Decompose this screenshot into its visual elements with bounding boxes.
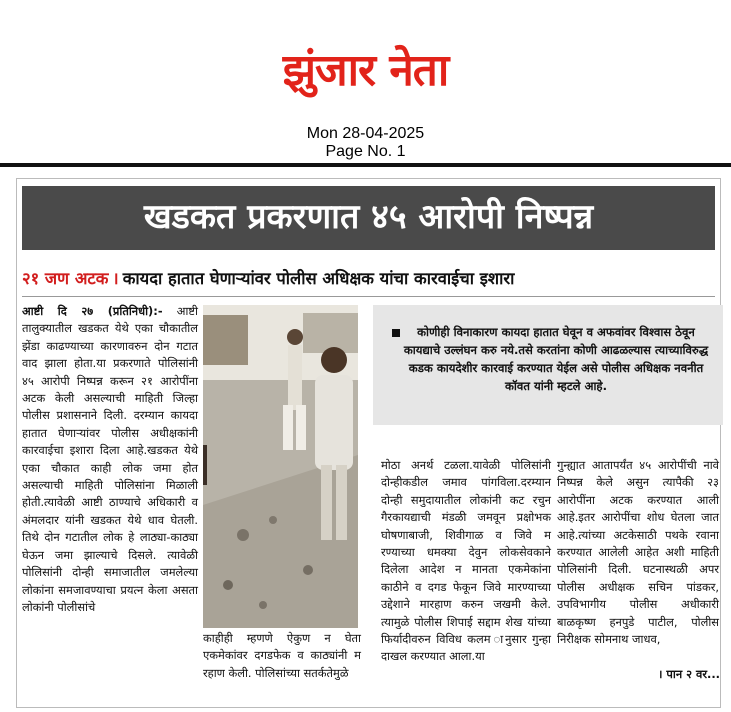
- issue-info: [0, 125, 731, 161]
- article-column-4: गुन्ह्यात आतापर्यंत ४५ आरोपींची नावे निष्पन्न केले असुन त्यापैकी २३ आरोपींना अटक करण्यात आली आहे.इतर आरोपींचा शोध घेतला जात आहे.त्यांच्या अटकेसाठी पथके रवाना करण्यात आलेली आहेत अशी माहिती पोलिसांनी दिली. घटनास्थळी अपर पोलीस अधीक्षक सचिन पांडकर, उपविभागीय पोलीस अधीकारी बाळकृष्ण हनपुडे पाटील, पोलीस निरीक्षक सोमनाथ जाधव,: [557, 458, 719, 647]
- callout-text: कोणीही विनाकारण कायदा हातात घेवून व अफवांवर विश्वास ठेवून कायद्याचे उल्लंघन करु नये.तसे करतांना कोणी आढळल्यास त्याच्याविरुद्ध कडक कायदेशीर कारवाई करण्यात येईल असे पोलीस अधिक्षक नवनीत कॉवत यांनी म्हटले आहे.: [403, 325, 709, 393]
- news-photo: [203, 305, 358, 628]
- subhead-divider: [22, 296, 715, 297]
- subhead-text: कायदा हातात घेणाऱ्यांवर पोलीस अधिक्षक यांचा कारवाईचा इशारा: [122, 269, 515, 288]
- article-headline: खडकत प्रकरणात ४५ आरोपी निष्पन्न: [143, 197, 594, 237]
- article-column-3: मोठा अनर्थ टळला.यावेळी पोलिसांनी दोन्हीकडील जमाव पांगविला.दरम्यान दोन्ही समुदायातील लोकांनी कट रचुन गैरकायद्याची मंडळी जमवून प्रक्षोभक घोषणाबाजी, शिवीगाळ व जिवे म रण्याच्या धमक्या देवुन लोकसेवकाने दिलेला आदेश न मानता एकमेकांना काठीने व दगड फेकून जिवे मारण्याच्या उद्देशाने मारहाण करुन जखमी केले. त्यामुळे पोलीस शिपाई सद्दाम शेख यांच्या फिर्यादीवरुन विविध कलम ानुसार गुन्हा दाखल करण्यात आला.या: [381, 458, 551, 664]
- newspaper-logo: झुंजार नेता: [282, 45, 449, 96]
- masthead-divider: [0, 163, 731, 167]
- article-column-1: [22, 303, 198, 616]
- news-photo-illustration: [203, 305, 358, 628]
- article-subheadline: [22, 268, 722, 290]
- continued-on-page: । पान २ वर...: [658, 667, 720, 681]
- issue-date: Mon 28-04-2025: [306, 125, 425, 142]
- subhead-separator: ।: [112, 269, 119, 288]
- subhead-highlight: २१ जण अटक: [22, 269, 109, 288]
- page-number: Page No. 1: [325, 143, 406, 160]
- article-dateline: आष्टी दि २७ (प्रतिनिधी):-: [22, 304, 163, 318]
- article-column-2: काहीही म्हणणे ऐकुण न घेता एकमेकांवर दगडफेक व काठ्यांनी म रहाण केली. पोलिसांच्या सतर्कतेमुळे: [203, 631, 361, 680]
- article-column-1-text: आष्टी तालुक्यातील खडकत येथे एका चौकातील झेंडा काढण्याच्या कारणावरुन दोन गटात वाद झाला होता.या प्रकरणाते पोलिसांनी ४५ आरोपी निष्पन्न करून २१ आरोपींना अटक केली असल्याची माहिती जिल्हा पोलीस प्रशासनाने दिली. दरम्यान कायदा हातात घेणाऱ्यांवर पोलीस अधीक्षकांनी कारवाईचा इशारा दिला आहे.खडकत येथे एका चौकात काही लोक जमा होत असल्याची माहिती पोलिसांना मिळाली होती.त्यावेळी आष्टी ठाण्याचे अधिकारी व अंमलदार यांनी खडकत येथे धाव घेतली. तिथे दोन गटातील लोक हे लाठ्या-काठ्या घेऊन जमा झाल्याचे दिसले. त्यावेळी पोलिसांनी दोन्ही समाजातील जमलेल्या लोकांना समजावण्याचा प्रयत्न केला असता लोकांनी पोलीसांचे: [22, 304, 198, 614]
